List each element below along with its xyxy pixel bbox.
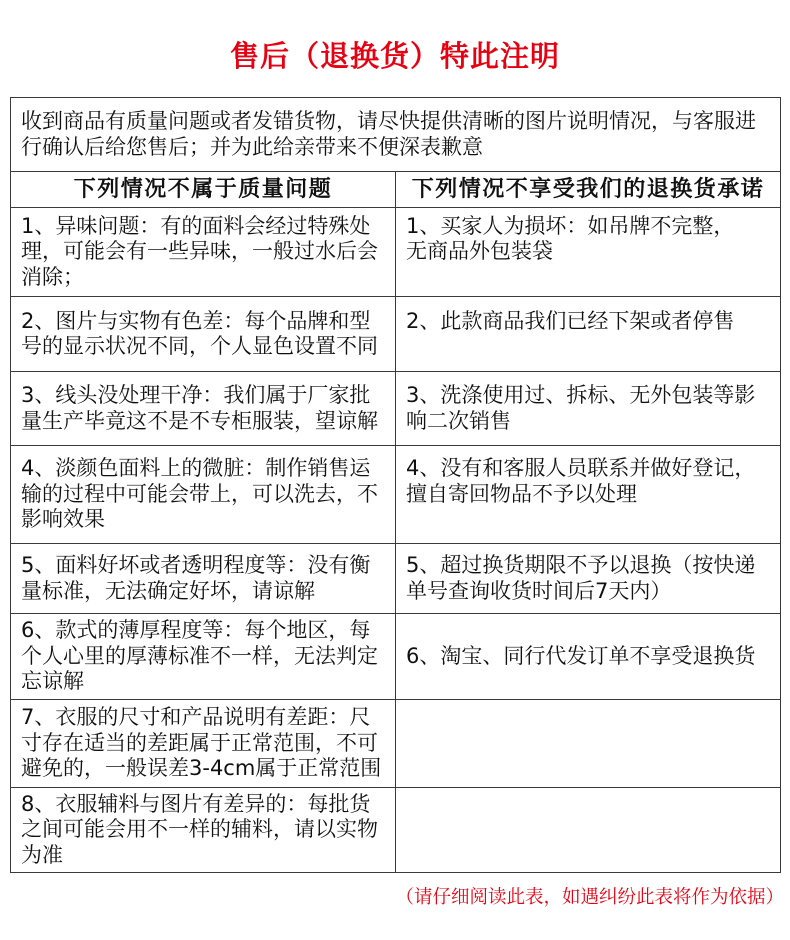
intro-notice: 收到商品有质量问题或者发错货物，请尽快提供清晰的图片说明情况，与客服进行确认后给您售后；并为此给亲带来不便深表歉意 [11, 98, 781, 172]
table-row [11, 372, 781, 446]
not-quality-issue-item: 1、异味问题：有的面料会经过特殊处理，可能会有一些异味，一般过水后会消除； [11, 208, 396, 297]
page-title: 售后（退换货）特此注明 [229, 39, 560, 73]
column-header-not-quality-issue: 下列情况不属于质量问题 [11, 172, 396, 208]
table-row [11, 788, 781, 873]
empty-cell [396, 788, 781, 873]
table-row [11, 700, 781, 788]
intro-row [11, 98, 781, 172]
table-row [11, 297, 781, 372]
no-return-item: 1、买家人为损坏：如吊牌不完整， 无商品外包装袋 [396, 208, 781, 297]
no-return-item: 3、洗涤使用过、拆标、无外包装等影响二次销售 [396, 372, 781, 446]
not-quality-issue-item: 2、图片与实物有色差：每个品牌和型号的显示状况不同，个人显色设置不同 [11, 297, 396, 372]
column-header-no-return: 下列情况不享受我们的退换货承诺 [396, 172, 781, 208]
no-return-item: 4、没有和客服人员联系并做好登记，擅自寄回物品不予以处理 [396, 446, 781, 544]
not-quality-issue-item: 5、面料好坏或者透明程度等：没有衡量标准，无法确定好坏，请谅解 [11, 544, 396, 614]
table-row [11, 208, 781, 297]
title-header [0, 0, 790, 97]
not-quality-issue-item: 4、淡颜色面料上的微脏：制作销售运输的过程中可能会带上，可以洗去，不影响效果 [11, 446, 396, 544]
table-row [11, 544, 781, 614]
table-row [11, 614, 781, 700]
not-quality-issue-item: 3、线头没处理干净：我们属于厂家批量生产毕竟这不是不专柜服装，望谅解 [11, 372, 396, 446]
after-sales-table [10, 97, 781, 873]
no-return-item: 2、此款商品我们已经下架或者停售 [396, 297, 781, 372]
no-return-item: 5、超过换货期限不予以退换（按快递单号查询收货时间后7天内） [396, 544, 781, 614]
footer-note: （请仔细阅读此表，如遇纠纷此表将作为依据） [395, 887, 784, 908]
not-quality-issue-item: 7、衣服的尺寸和产品说明有差距：尺寸存在适当的差距属于正常范围，不可避免的，一般误差3-4cm属于正常范围 [11, 700, 396, 788]
not-quality-issue-item: 6、款式的薄厚程度等：每个地区，每个人心里的厚薄标准不一样，无法判定忘谅解 [11, 614, 396, 700]
not-quality-issue-item: 8、衣服辅料与图片有差异的：每批货之间可能会用不一样的辅料，请以实物为准 [11, 788, 396, 873]
table-row [11, 446, 781, 544]
header-row [11, 172, 781, 208]
empty-cell [396, 700, 781, 788]
no-return-item: 6、淘宝、同行代发订单不享受退换货 [396, 614, 781, 700]
